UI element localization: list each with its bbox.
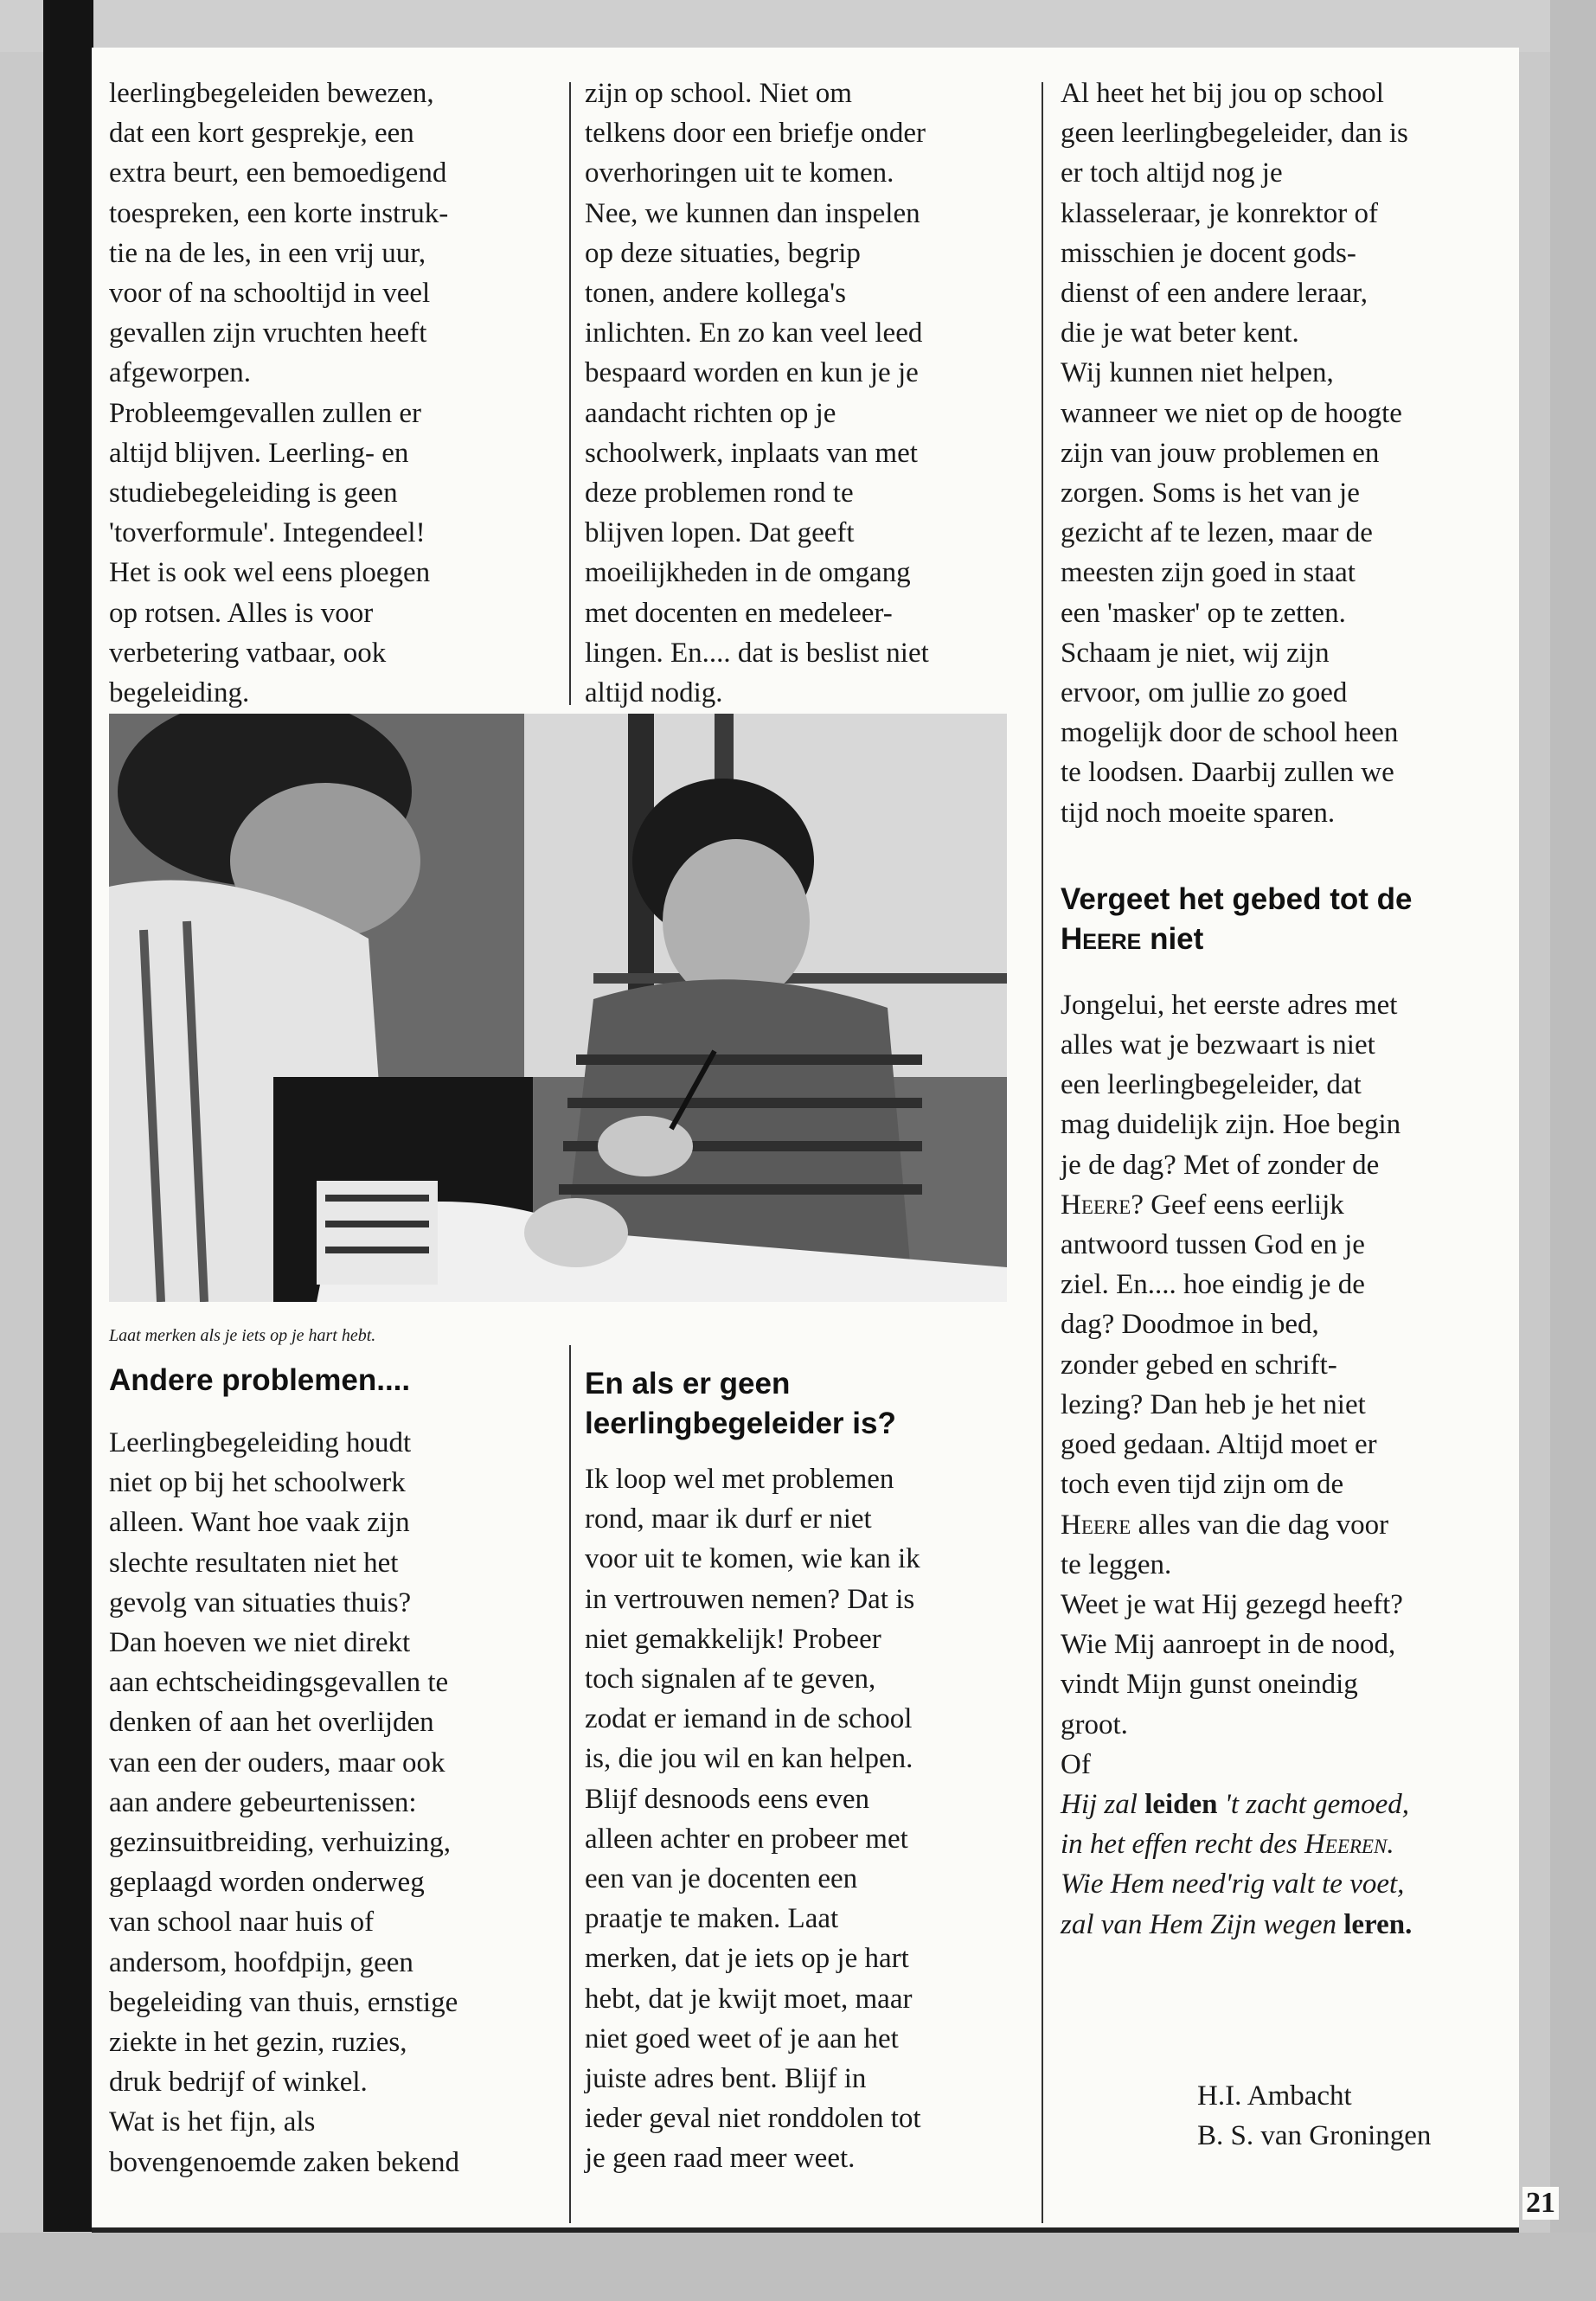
verse-text: in het effen recht des	[1061, 1829, 1304, 1861]
magazine-page	[92, 48, 1519, 2233]
heading-gebed-text: Vergeet het gebed tot de	[1061, 881, 1413, 916]
column-3	[1061, 74, 1510, 1945]
heading-geen-leerlingbegeleider: En als er geen leerlingbegeleider is?	[585, 1367, 896, 1440]
verse-bold: leiden	[1144, 1788, 1218, 1820]
column-1-top-text: leerlingbegeleiden bewezen, dat een kort gesprekje, een extra beurt, een bemoedigend toespreken, een korte instruk- tie na de les, in een vrij uur, voor of na schooltijd in veel gevallen zijn vruchten heeft afgeworpen. Probleemgevallen zullen er altijd blijven. Leerling- en studiebegeleiding is geen 'toverformule'. Integendeel! Het is ook wel eens ploegen op rotsen. Alles is voor verbetering vatbaar, ook begeleiding.	[109, 78, 449, 709]
column-divider	[569, 1345, 571, 2223]
verse-text: zal van Hem Zijn wegen	[1061, 1908, 1344, 1940]
body-text-part: ? Geef eens eerlijk antwoord tussen God en je ziel. En.... hoe eindig je de dag? Doodmoe in bed, zonder gebed en schrift- lezing? Dan heb je het niet goed gedaan. Altijd moet er toch even tijd zijn om de	[1061, 1189, 1377, 1501]
column-3-top-text: Al heet het bij jou op school geen leerlingbegeleider, dan is er toch altijd nog je klasseleraar, je konrektor of misschien je docent gods- dienst of een andere leraar, die je wat beter kent. Wij kunnen niet helpen, wanneer we niet op de hoogte zijn van jouw problemen en zorgen. Soms is het van je gezicht af te lezen, maar de meesten zijn goed in staat een 'masker' op te zetten. Schaam je niet, wij zijn ervoor, om jullie zo goed mogelijk door de school heen te loodsen. Daarbij zullen we tijd noch moeite sparen.	[1061, 78, 1408, 829]
verse-heeren: Heeren	[1304, 1829, 1388, 1861]
verse-line	[1061, 1785, 1510, 1824]
heere-smallcaps: Heere	[1061, 1509, 1131, 1541]
verse-bold: leren.	[1343, 1908, 1413, 1940]
binding-edge	[43, 0, 93, 2232]
verse-text: .	[1387, 1829, 1394, 1861]
verse-text: 't zacht gemoed,	[1217, 1788, 1410, 1820]
column-1-bottom	[109, 1361, 559, 2182]
scan-background-top	[0, 0, 1596, 52]
verse-line: Wie Hem need'rig valt te voet,	[1061, 1868, 1405, 1900]
signature-line-1: H.I. Ambacht	[1197, 2080, 1352, 2112]
photo-teacher-and-student	[109, 714, 1007, 1302]
column-2-body-text: Ik loop wel met problemen rond, maar ik durf er niet voor uit te komen, wie kan ik in vertrouwen nemen? Dat is niet gemakkelijk! Probeer toch signalen af te geven, zodat er iemand in de school is, die jou wil en kan helpen. Blijf desnoods eens even alleen achter en probeer met een van je docenten een praatje te maken. Laat merken, dat je iets op je hart hebt, dat je kwijt moet, maar niet goed weet of je aan het juiste adres bent. Blijf in ieder geval niet ronddolen tot je geen raad meer weet.	[585, 1464, 921, 2175]
heading-gebed-end: niet	[1141, 921, 1204, 956]
column-2-top	[585, 74, 1026, 713]
verse-line	[1061, 1824, 1510, 1864]
column-divider	[569, 82, 571, 705]
page-number: 21	[1522, 2187, 1559, 2220]
column-1-top	[109, 74, 559, 713]
body-text-part: alles van die dag voor te leggen. Weet je wat Hij gezegd heeft? Wie Mij aanroept in de nood, vindt Mijn gunst oneindig groot. Of	[1061, 1509, 1403, 1780]
psalm-verse	[1061, 1785, 1510, 1945]
scan-background-bottom	[0, 2233, 1596, 2301]
column-1-body-text: Leerlingbegeleiding houdt niet op bij het schoolwerk alleen. Want hoe vaak zijn slechte resultaten niet het gevolg van situaties thuis? Dan hoeven we niet direkt aan echtscheidingsgevallen te denken of aan het overlijden van een der ouders, maar ook aan andere gebeurtenissen: gezinsuitbreiding, verhuizing, geplaagd worden onderweg van school naar huis of andersom, hoofdpijn, geen begeleiding van thuis, ernstige ziekte in het gezin, ruzies, druk bedrijf of winkel. Wat is het fijn, als bovengenoemde zaken bekend	[109, 1427, 459, 2178]
heere-smallcaps: Heere	[1061, 1189, 1131, 1221]
heading-gebed	[1061, 880, 1510, 959]
signature-line-2: B. S. van Groningen	[1197, 2120, 1432, 2151]
column-2-bottom	[585, 1364, 1026, 2179]
column-3-body-text	[1061, 985, 1510, 1785]
heading-gebed-heere: Heere	[1061, 921, 1142, 956]
verse-line	[1061, 1905, 1510, 1945]
photo-caption: Laat merken als je iets op je hart hebt.	[109, 1326, 376, 1345]
photo-illustration	[109, 714, 1007, 1302]
verse-text: Hij zal	[1061, 1788, 1145, 1820]
signature	[1197, 2076, 1431, 2156]
scan-background-right	[1550, 0, 1596, 2301]
heading-andere-problemen: Andere problemen....	[109, 1363, 411, 1397]
body-text-part: Jongelui, het eerste adres met alles wat je bezwaart is niet een leerlingbegeleider, dat mag duidelijk zijn. Hoe begin je de dag? Met of zonder de	[1061, 989, 1401, 1181]
column-2-top-text: zijn op school. Niet om telkens door een briefje onder overhoringen uit te komen. Nee, we kunnen dan inspelen op deze situaties, begrip tonen, andere kollega's inlichten. En zo kan veel leed bespaard worden en kun je je aandacht richten op je schoolwerk, inplaats van met deze problemen rond te blijven lopen. Dat geeft moeilijkheden in de omgang met docenten en medeleer- lingen. En.... dat is beslist niet altijd nodig.	[585, 78, 929, 709]
column-divider	[1042, 82, 1043, 2223]
